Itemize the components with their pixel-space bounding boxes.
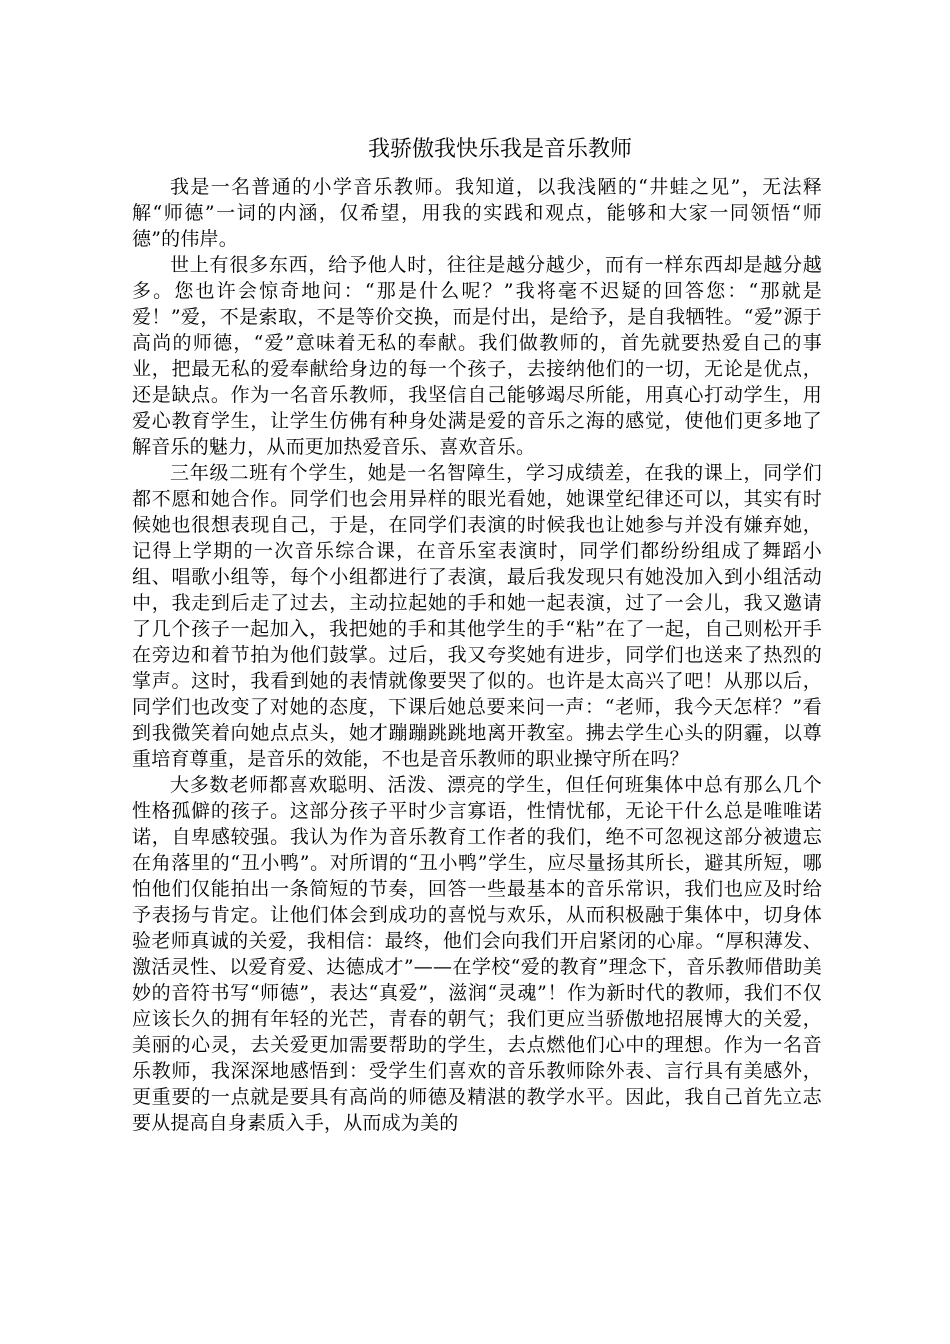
paragraph-2: 世上有很多东西，给予他人时，往往是越分越少，而有一样东西却是越分越多。您也许会惊奇地问：“那是什么呢？”我将毫不迟疑的回答您：“那就是爱！”爱，不是索取，不是等价交换，而是付出，是给予，是自我牺牲。“爱”源于高尚的师德，“爱”意味着无私的奉献。我们做教师的，首先就要热爱自己的事业，把最无私的爱奉献给身边的每一个孩子，去接纳他们的一切，无论是优点，还是缺点。作为一名音乐教师，我坚信自己能够竭尽所能，用真心打动学生，用爱心教育学生，让学生仿佛有种身处满是爱的音乐之海的感觉，使他们更多地了解音乐的魅力，从而更加热爱音乐、喜欢音乐。 <box>132 254 822 458</box>
paragraph-4: 大多数老师都喜欢聪明、活泼、漂亮的学生，但任何班集体中总有那么几个性格孤僻的孩子。这部分孩子平时少言寡语，性情忧郁，无论干什么总是唯唯诺诺，自卑感较强。我认为作为音乐教育工作者的我们，绝不可忽视这部分被遗忘在角落里的“丑小鸭”。对所谓的“丑小鸭”学生，应尽量扬其所长，避其所短，哪怕他们仅能拍出一条简短的节奏，回答一些最基本的音乐常识，我们也应及时给予表扬与肯定。让他们体会到成功的喜悦与欢乐，从而积极融于集体中，切身体验老师真诚的关爱，我相信：最终，他们会向我们开启紧闭的心扉。“厚积薄发、激活灵性、以爱育爱、达德成才”——在学校“爱的教育”理念下，音乐教师借助美妙的音符书写“师德”，表达“真爱”，滋润“灵魂”！作为新时代的教师，我们不仅应该长久的拥有年轻的光芒，青春的朝气；我们更应当骄傲地招展博大的关爱，美丽的心灵，去关爱更加需要帮助的学生，去点燃他们心中的理想。作为一名音乐教师，我深深地感悟到：受学生们喜欢的音乐教师除外表、言行具有美感外，更重要的一点就是要具有高尚的师德及精湛的教学水平。因此，我自己首先立志要从提高自身素质入手，从而成为美的 <box>132 774 822 1134</box>
paragraph-3: 三年级二班有个学生，她是一名智障生，学习成绩差，在我的课上，同学们都不愿和她合作。同学们也会用异样的眼光看她，她课堂纪律还可以，其实有时候她也很想表现自己，于是，在同学们表演的时候我也让她参与并没有嫌弃她，记得上学期的一次音乐综合课，在音乐室表演时，同学们都纷纷组成了舞蹈小组、唱歌小组等，每个小组都进行了表演，最后我发现只有她没加入到小组活动中，我走到后走了过去，主动拉起她的手和她一起表演，过了一会儿，我又邀请了几个孩子一起加入，我把她的手和其他学生的手“粘”在了一起，自己则松开手在旁边和着节拍为他们鼓掌。过后，我又夸奖她有进步，同学们也送来了热烈的掌声。这时，我看到她的表情就像要哭了似的。也许是太高兴了吧！从那以后，同学们也改变了对她的态度，下课后她总要来问一声：“老师，我今天怎样？”看到我微笑着向她点点头，她才蹦蹦跳跳地离开教室。拂去学生心头的阴霾，以尊重培育尊重，是音乐的效能，不也是音乐教师的职业操守所在吗？ <box>132 462 822 770</box>
document-title: 我骄傲我快乐我是音乐教师 <box>367 137 632 162</box>
document-body <box>132 174 822 1136</box>
paragraph-1: 我是一名普通的小学音乐教师。我知道，以我浅陋的“井蛙之见”，无法释解“师德”一词的内涵，仅希望，用我的实践和观点，能够和大家一同领悟“师德”的伟岸。 <box>132 176 822 250</box>
